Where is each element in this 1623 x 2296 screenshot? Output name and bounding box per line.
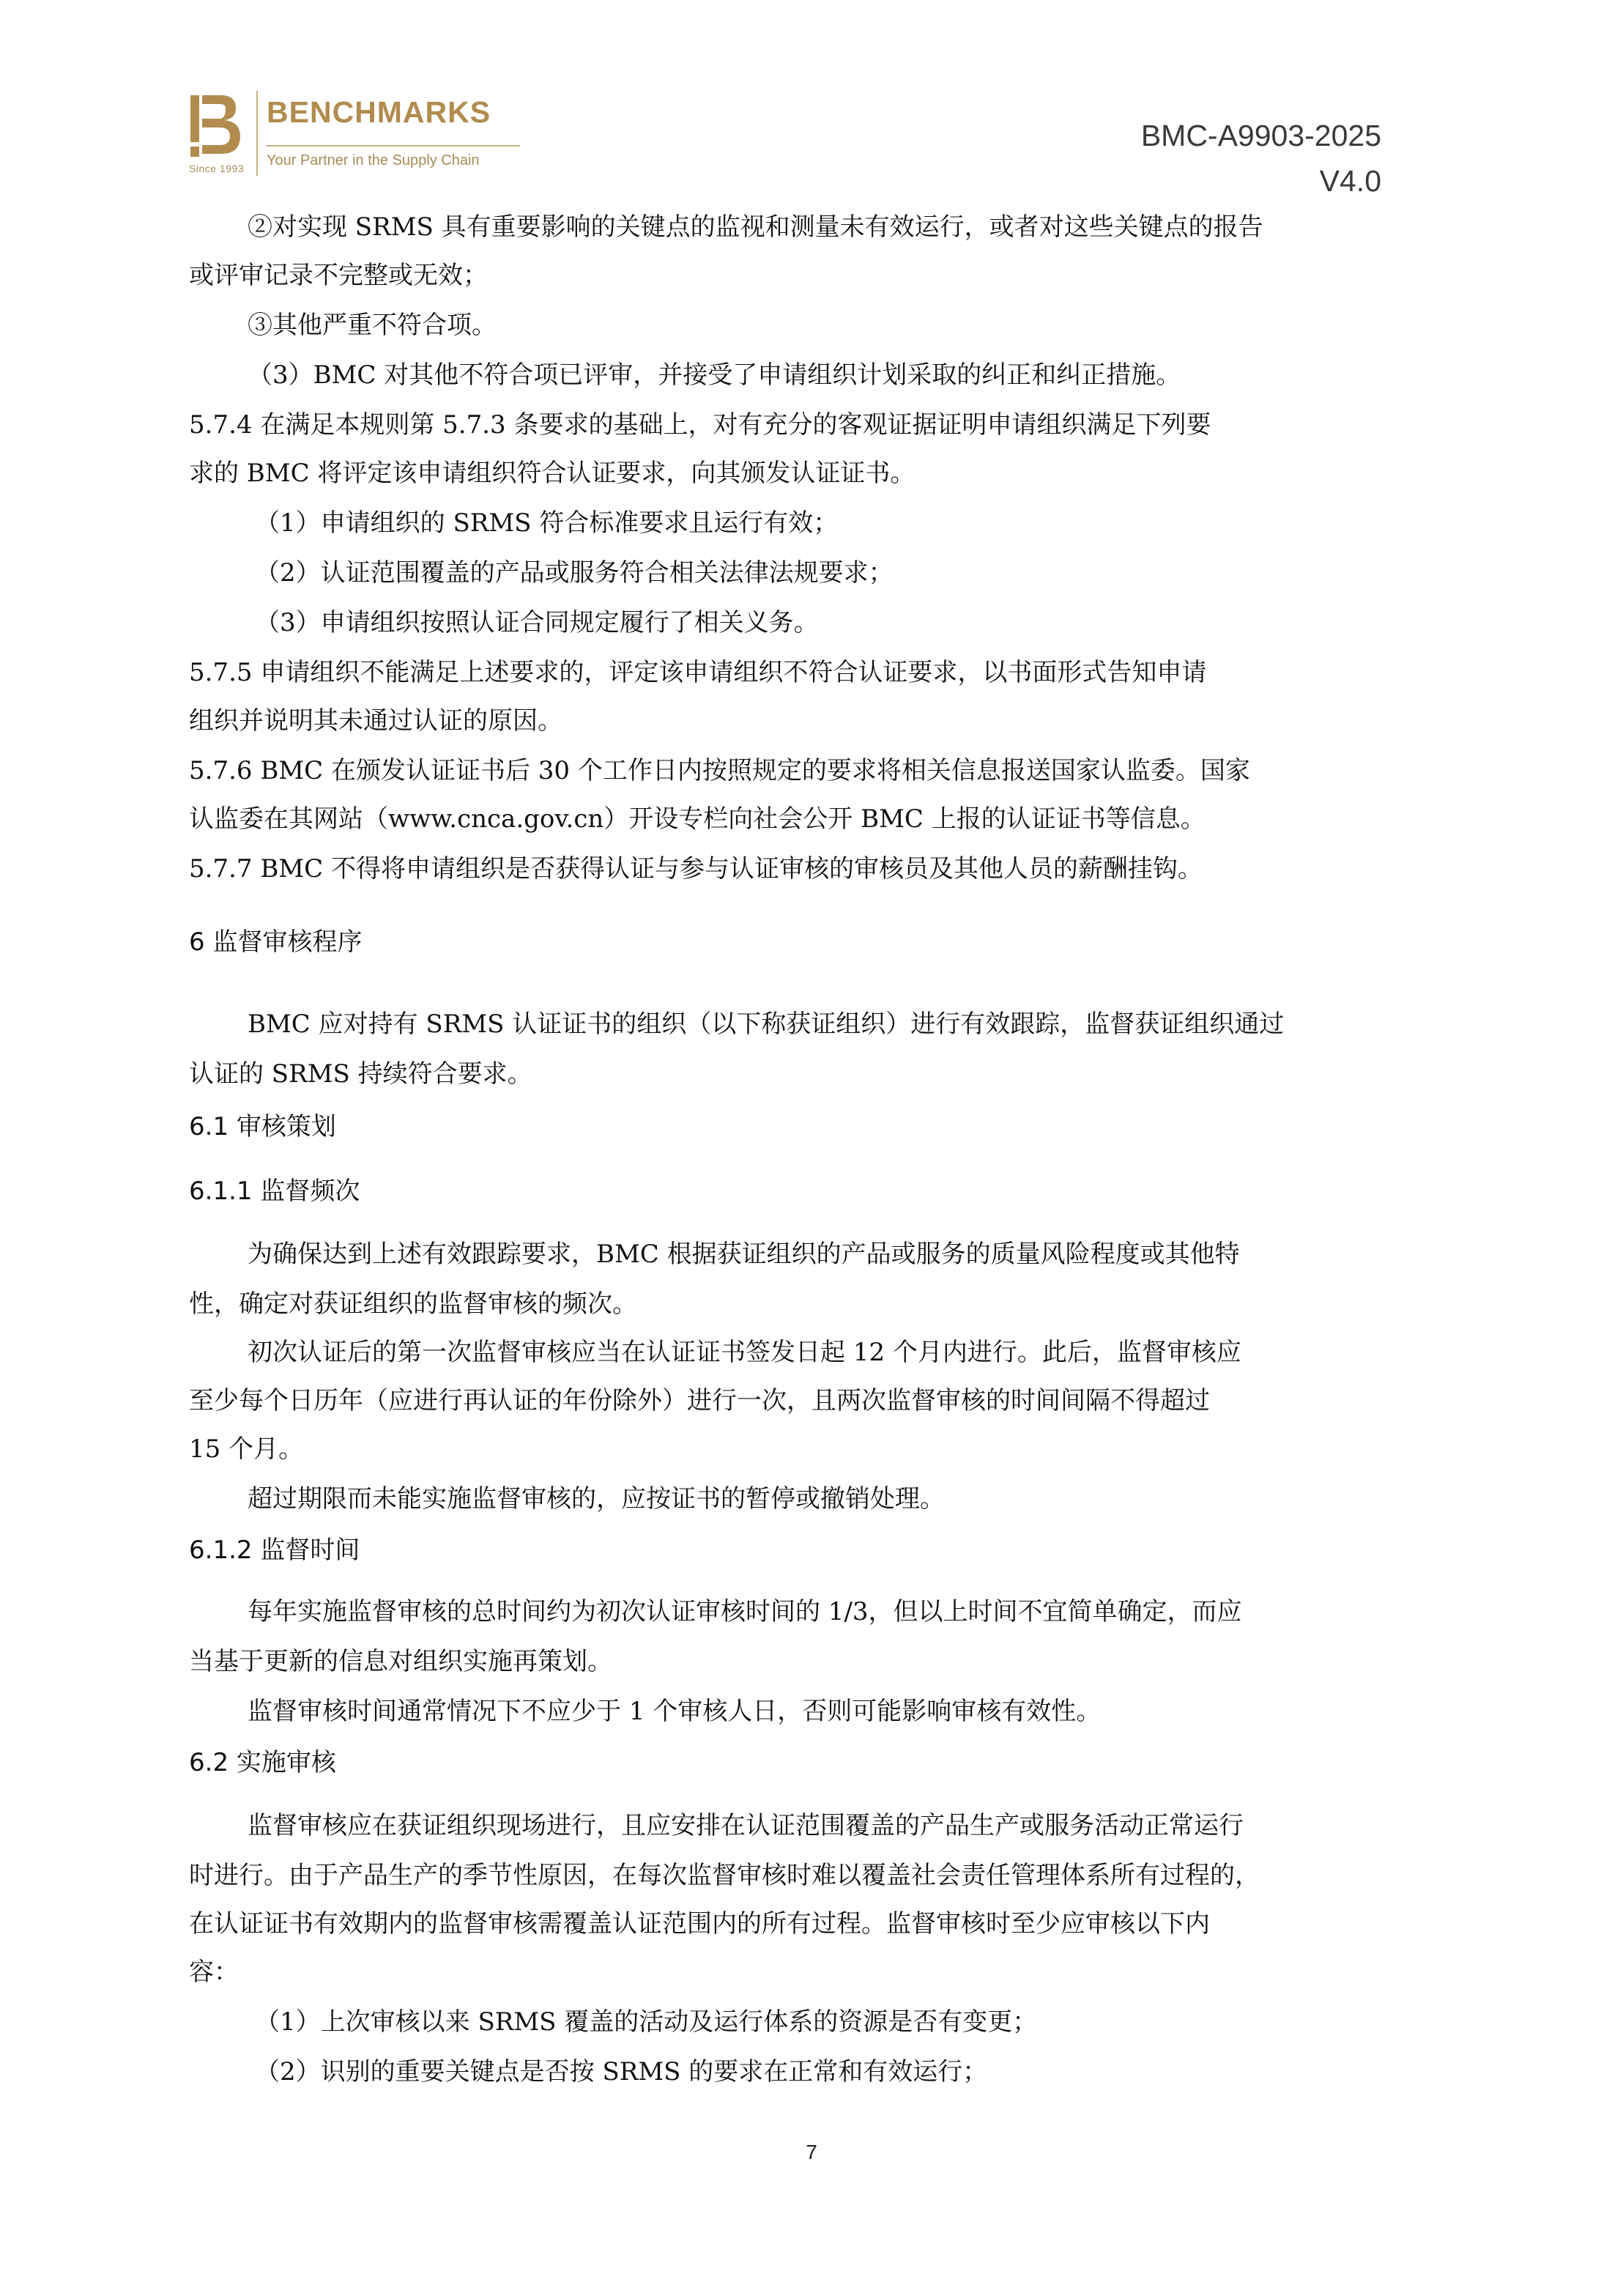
body-line: 超过期限而未能实施监督审核的，应按证书的暂停或撤销处理。 (248, 1484, 945, 1514)
body-line: 5.7.7 BMC 不得将申请组织是否获得认证与参与认证审核的审核员及其他人员的薪酬挂钩。 (189, 854, 1203, 884)
brand-name: BENCHMARKS (267, 95, 491, 129)
logo-rule (267, 145, 520, 147)
body-line: 15 个月。 (189, 1434, 304, 1464)
body-line: 每年实施监督审核的总时间约为初次认证审核时间的 1/3，但以上时间不宜简单确定，而应 (248, 1597, 1242, 1626)
body-line: 认证的 SRMS 持续符合要求。 (189, 1059, 532, 1089)
benchmarks-logo (189, 86, 526, 182)
body-line: 5.7.5 申请组织不能满足上述要求的，评定该申请组织不符合认证要求，以书面形式告知申请 (189, 658, 1207, 687)
body-line: 认监委在其网站（www.cnca.gov.cn）开设专栏向社会公开 BMC 上报的认证证书等信息。 (189, 804, 1206, 834)
body-line: 当基于更新的信息对组织实施再策划。 (189, 1647, 612, 1676)
body-line: 监督审核时间通常情况下不应少于 1 个审核人日，否则可能影响审核有效性。 (248, 1697, 1102, 1726)
body-line: （1）上次审核以来 SRMS 覆盖的活动及运行体系的资源是否有变更； (255, 2007, 1038, 2037)
body-line: （3）BMC 对其他不符合项已评审，并接受了申请组织计划采取的纠正和纠正措施。 (248, 360, 1181, 390)
body-line: 至少每个日历年（应进行再认证的年份除外）进行一次，且两次监督审核的时间间隔不得超过 (189, 1386, 1210, 1415)
body-line: （2）认证范围覆盖的产品或服务符合相关法律法规要求； (255, 558, 894, 588)
body-line: 容： (189, 1958, 239, 1987)
body-line: 性，确定对获证组织的监督审核的频次。 (189, 1289, 637, 1319)
body-line: 监督审核应在获证组织现场进行，且应安排在认证范围覆盖的产品生产或服务活动正常运行 (248, 1811, 1244, 1840)
body-line: 5.7.6 BMC 在颁发认证证书后 30 个工作日内按照规定的要求将相关信息报送国家认监委。国家 (189, 756, 1250, 785)
subsection-heading: 6.2 实施审核 (189, 1748, 336, 1777)
section-heading: 6 监督审核程序 (189, 927, 363, 957)
body-line: 5.7.4 在满足本规则第 5.7.3 条要求的基础上，对有充分的客观证据证明申请组织满足下列要 (189, 410, 1211, 440)
since-year: Since 1993 (189, 163, 245, 174)
body-line: 在认证证书有效期内的监督审核需覆盖认证范围内的所有过程。监督审核时至少应审核以下内 (189, 1909, 1210, 1938)
body-line: 求的 BMC 将评定该申请组织符合认证要求，向其颁发认证证书。 (189, 459, 916, 488)
logo-divider (256, 91, 258, 176)
body-line: （2）识别的重要关键点是否按 SRMS 的要求在正常和有效运行； (255, 2057, 988, 2086)
body-line: ③其他严重不符合项。 (248, 311, 497, 340)
body-line: BMC 应对持有 SRMS 认证证书的组织（以下称获证组织）进行有效跟踪，监督获证组织通过 (248, 1010, 1285, 1039)
body-line: （1）申请组织的 SRMS 符合标准要求且运行有效； (255, 508, 839, 538)
body-line: 初次认证后的第一次监督审核应当在认证证书签发日起 12 个月内进行。此后，监督审核应 (248, 1338, 1241, 1367)
subsection-heading: 6.1.1 监督频次 (189, 1177, 360, 1206)
body-line: ②对实现 SRMS 具有重要影响的关键点的监视和测量未有效运行，或者对这些关键点的报告 (248, 212, 1263, 242)
body-line: 或评审记录不完整或无效； (189, 261, 488, 290)
body-line: 组织并说明其未通过认证的原因。 (189, 706, 562, 736)
subsection-heading: 6.1.2 监督时间 (189, 1536, 360, 1565)
brand-tagline: Your Partner in the Supply Chain (267, 152, 480, 169)
page-number: 7 (806, 2141, 817, 2163)
document-version: V4.0 (1319, 164, 1381, 198)
body-line: 为确保达到上述有效跟踪要求，BMC 根据获证组织的产品或服务的质量风险程度或其他特 (248, 1240, 1240, 1269)
subsection-heading: 6.1 审核策划 (189, 1112, 336, 1141)
page-header (0, 0, 1623, 198)
benchmarks-b-logo-icon (189, 92, 250, 163)
body-line: 时进行。由于产品生产的季节性原因，在每次监督审核时难以覆盖社会责任管理体系所有过程的， (189, 1861, 1260, 1890)
body-line: （3）申请组织按照认证合同规定履行了相关义务。 (255, 608, 819, 637)
document-code: BMC-A9903-2025 (1140, 119, 1381, 152)
